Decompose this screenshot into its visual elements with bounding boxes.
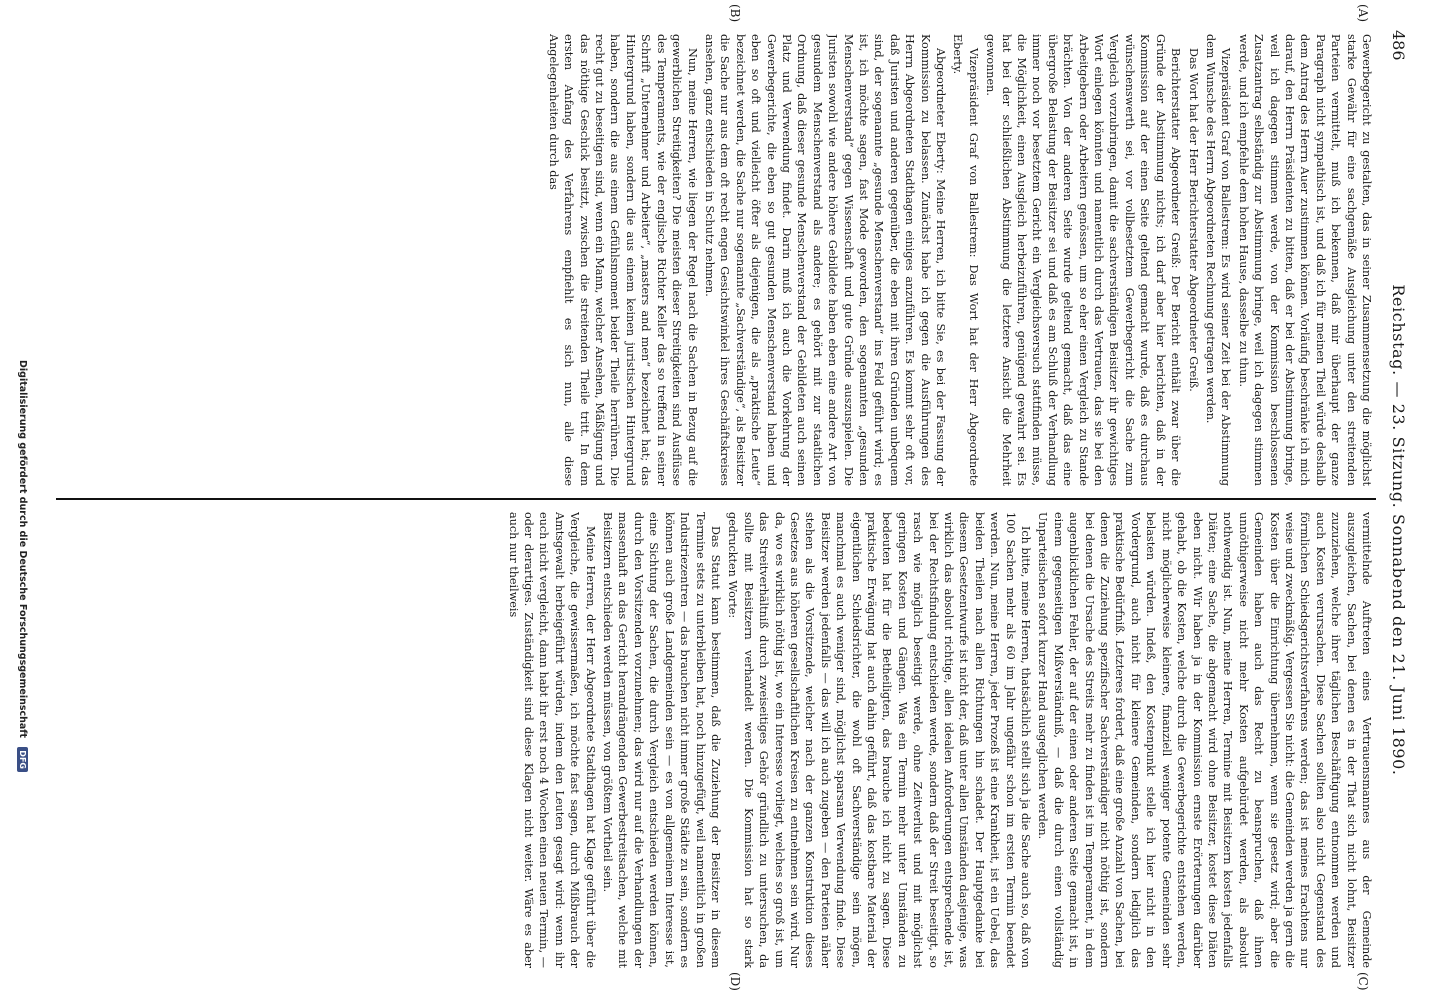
page-title: Reichstag. — 23. Sitzung. Sonnabend den 21. Juni 1890. (1389, 284, 1409, 776)
left-column (56, 34, 1374, 486)
paragraph: Das Statut kann bestimmen, daß die Zuziehung der Beisitzer in diesem Termine stets zu unterbleiben hat, noch hinzugefügt, weil namentlich in großen Industriezentren — das brauchen nicht immer große Städte zu sein, sondern es können auch große Landgemeinden sein — es von allgemeinem Interesse ist, eine Sichtung der Sachen, die durch Vergleich entschieden werden können, durch den Vorsitzenden vorzunehmen; das wird nur auf die Verhandlungen der massenhaft an das Gericht herandrängenden Gewerbestreitsachen, welche mit Beisitzern entschieden werden müssen, von größtem Vortheil sein. (601, 512, 722, 968)
paragraph: Nun, meine Herren, wie liegen der Regel nach die Sachen in Bezug auf die gewerblichen Streitigkeiten? Die meisten dieser Streitigkeiten sind Ausflüsse des Temperaments, wie der englische Richter Keller das so treffend in seiner Schrift „Unternehmer und Arbeiter“, „masters and men“ bezeichnet hat; das Hintergrund haben, sondern die aus einem keinen juristischen Hintergrund haben, sondern die aus einem Gefühlsmoment beider Theile herrühren. Die recht gut zu beseitigen sind, wenn ein Mann, welcher Ansehen, Mäßigung und das nöthige Geschick besitzt, zwischen die streitenden Theile tritt. In dem ersten Anfang des Verfahrens empfiehlt es sich nun, alle diese Angelegenheiten durch das (546, 34, 699, 486)
paragraph: Ich bitte, meine Herren, thatsächlich stellt sich ja die Sache auch so, daß von 100 Sachen mehr als 60 im Jahr ungefähr schon im ersten Termin beendet werden. Nun, meine Herren, jeder Prozeß ist eine Krankheit, ist ein Uebel, das beiden Theilen nach allen Richtungen hin schadet. Der Hauptgedanke bei diesem Gesetzentwurfe ist nicht der, daß unter allen Umständen dasjenige, was wirklich das absolut richtige, allen idealen Anforderungen entsprechende ist, bei der Rechtsfindung entschieden werde, sondern daß der Streit beseitigt, so rasch wie möglich beseitigt werde, ohne Zeitverlust und mit möglichst geringen Kosten und Gängen. Was ein Termin mehr unter Umständen zu bedeuten hat für die Betheiligten, das brauche ich nicht zu sagen. Diese praktische Erwägung hat auch dahin geführt, daß das kostbare Material der eigentlichen Schiedsrichter, die wohl oft Sachverständige sein mögen, manchmal es auch weniger sind, möglichst sparsam Verwendung finde. Diese Beisitzer werden jedenfalls — das will ich auch zugeben — den Parteien näher stehen als die Vorsitzende, welcher nach der ganzen Konstruktion dieses Gesetzes aus höheren gesellschaftlichen Kreisen zu entnehmen sein wird. Nur da, wo es wirklich nöthig ist, wo ein Interesse vorliegt, welches so groß ist, um das Streitverhältniß durch zweiseitiges Gehör gründlich zu untersuchen, da sollte mit Beisitzern verhandelt werden. Die Kommission hat so stark gedruckten Worte: (726, 512, 1033, 968)
margin-mark-c: (C) (1356, 972, 1370, 991)
paragraph: Abgeordneter Eberty: Meine Herren, ich bitte Sie, es bei der Fassung der Kommission zu belassen. Zunächst habe ich gegen die Ausführungen des Herrn Abgeordneten Stadthagen einiges anzuführen. Es kommt sehr oft vor, daß Juristen und anderen gegenüber, die eben mit ihren Gründen unbequem sind, der sogenannte „gesunde Menschenverstand“ ins Feld geführt wird; es ist, ich möchte sagen, fast Mode geworden, den sogenannten „gesunden Menschenverstand“ gegen Wissenschaft und gute Gründe auszuspielen. Die Juristen sowohl wie andere höhere Gebildete haben eben eine andere Art von gesundem Menschenverstand als andere; es gehört mit zur staatlichen Ordnung, daß dieser gesunde Menschenverstand der Gebildeten auch seinen Platz und Verwendung findet. Darin muß ich auch die Vorkehrung der Gewerbegerichte, die eben so gut gesunden Menschenverstand haben und eben so oft und vielleicht öfter als diejenigen, die als „praktische Leute“ bezeichnet werden, die Sache nur sogenannte „Sachverständige“, als Beisitzer die Sache nur aus dem oft recht engen Gesichtswinkel ihres Geschäftskreises ansehen, ganz entschieden in Schutz nehmen. (702, 34, 948, 486)
paragraph: Berichterstatter Abgeordneter Greiß: Der Bericht enthält zwar über die Gründe der Abstimmung nichts; ich darf aber hier berichten, daß in der Kommission auf der einen Seite geltend gemacht wurde, daß es durchaus wünschenswerth sei, vor vollbesetztem Gewerbegericht die Sache zum Vergleich vorzubringen, damit die sachverständigen Beisitzer ihr gewichtiges Wort einlegen könnten und namentlich durch das Vertrauen, das sie bei den Arbeitgebern oder Arbeitern genössen, um so eher einen Vergleich zu Stande brächten. Von der anderen Seite wurde geltend gemacht, daß das eine übergroße Belastung der Beisitzer sei und daß es am Schluß der Verhandlung immer noch vor besetztem Gericht ein Vergleichsversuch stattfinden müsse, die Möglichkeit, einen Ausgleich herbeizuführen, genügend gewahrt sei. Es hat bei der schließlichen Abstimmung die letztere Ansicht die Mehrheit gewonnen. (984, 34, 1183, 486)
digitization-credit (17, 360, 28, 772)
paragraph: Gewerbegericht zu gestalten, das in seiner Zusammensetzung die möglichst starke Gewähr für eine sachgemäße Ausgleichung unter den streitenden Parteien vermittelt, muß ich bekennen, daß mir überhaupt der ganze Paragraph nicht sympathisch ist, und daß ich für meinen Theil würde deshalb dem Antrag des Herrn Auer zustimmen können. Vorläufig beschränke ich mich darauf, den Herrn Präsidenten zu bitten, daß er bei der Abstimmung bringe, weil ich dagegen stimmen werde, von der Kommission beschlossenen Zusatzantrag selbständig zur Abstimmung bringe, weil ich dagegen stimmen werde, und ich empfehle dem hohen Hause, dasselbe zu thun. (1236, 34, 1373, 486)
paragraph: Meine Herren, der Herr Abgeordnete Stadthagen hat Klage geführt über die Vergleiche, die gewissermaßen, ich möchte fast sagen, durch Mißbrauch der Amtsgewalt herbeigeführt würden, indem den Leuten gesagt wird: wenn ihr euch nicht vergleicht, dann habt ihr erst noch 4 Wochen einen neuen Termin, — oder derartiges. Zuständigkeit sind diese Klagen nicht weiter. Wäre es aber auch nur theilweis (506, 512, 597, 968)
column-divider (56, 498, 1376, 500)
margin-mark-d: (D) (728, 972, 742, 991)
page-number: 486 (1389, 30, 1409, 61)
running-header (1384, 30, 1414, 970)
margin-mark-b: (B) (728, 4, 742, 23)
dfg-logo: DFG (17, 747, 28, 772)
paragraph: vermittelnde Auftreten eines Vertrauensmannes aus der Gemeinde auszugleichen, Sachen, bei denen es in der That sich nicht lohnt, Beisitzer zuzuziehen, welche ihrer täglichen Beschäftigung entnommen werden und auch Kosten verursachen. Diese Sachen sollten also nicht Gegenstand des förmlichen Schiedsgerichtsverfahrens werden; das ist meines Erachtens nur weise und zweckmäßig. Vergessen Sie nicht: die Gemeinden werden ja gern die Kosten über die Einrichtung übernehmen, wenn sie gesetz wird; aber die Gemeinden haben auch das Recht zu beanspruchen, daß ihnen unnöthigerweise nicht mehr Kosten aufgebürdet werden, als absolut nothwendig ist. Nun, meine Herren, Termine mit Beisitzern kosten jedenfalls Diäten; eine Sache, die abgemacht wird ohne Beisitzer, kostet diese Diäten eben nicht. Wir haben ja in der Kommission ernste Erörterungen darüber gehabt, ob die Kosten, welche durch die Gewerbegerichte entstehen werden, nicht möglicherweise kleinere, finanziell weniger potente Gemeinden sehr belasten würden. Indeß, den Kostenpunkt stelle ich hier nicht in den Vordergrund, auch nicht für kleinere Gemeinden, sondern lediglich das praktische Bedürfniß. Letzteres fordert, daß eine große Anzahl von Sachen, bei denen die Zuziehung spezifischer Sachverständiger nicht nöthig ist, sondern bei denen die Ursache des Streits mehr zu finden ist im Temperament, in dem augenblicklichen Fehler, der auf der einen oder anderen Seite gemacht ist, in einem gegenseitigen Mißverständniß, — daß die durch einen vollständig Unparteiischen sofort kurzer Hand ausgeglichen werden. (1036, 512, 1373, 968)
digitization-note: Digitalisierung gefördert durch die Deutsche Forschungsgemeinschaft (17, 360, 28, 738)
paragraph: Das Wort hat der Herr Berichterstatter Abgeordneter Greiß. (1186, 48, 1200, 392)
margin-mark-a: (A) (1356, 4, 1370, 23)
right-column (56, 512, 1374, 968)
paragraph: Vizepräsident Graf von Ballestrem: Es wird seiner Zeit bei der Abstimmung dem Wunsche des Herrn Abgeordneten Rechnung getragen werden. (1203, 34, 1233, 486)
paragraph: Vizepräsident Graf von Ballestrem: Das Wort hat der Herr Abgeordnete Eberty. (951, 34, 980, 486)
